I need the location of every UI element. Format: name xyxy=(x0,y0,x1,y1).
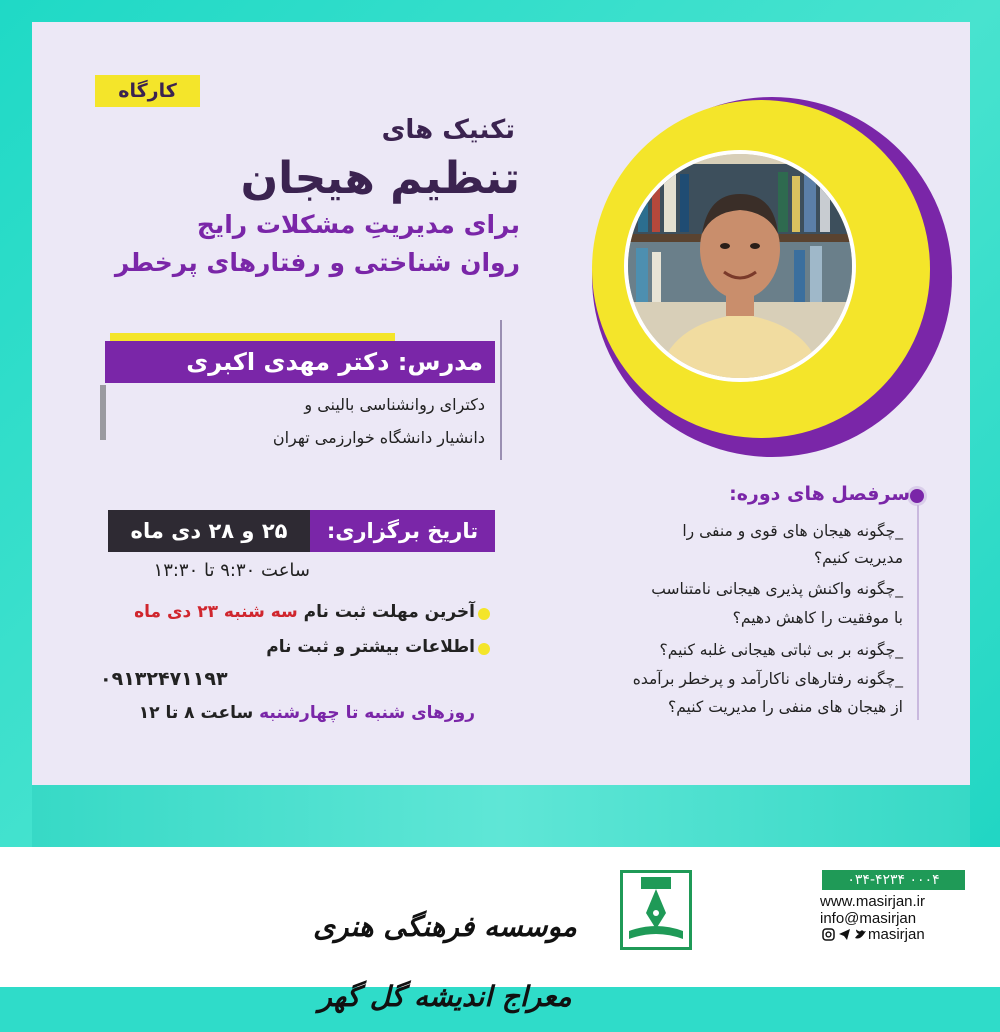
footer-email[interactable]: info@masirjan xyxy=(820,910,917,927)
course-item: _چگونه رفتارهای ناکارآمد و پرخطر برآمده xyxy=(632,670,903,688)
days-range: روزهای شنبه تا چهارشنبه xyxy=(259,703,475,723)
outline-line xyxy=(917,505,919,720)
title-line-1: تکنیک های xyxy=(381,115,515,145)
registration-deadline xyxy=(134,602,475,622)
organization-logo-icon xyxy=(620,870,692,950)
subtitle-line-1: برای مدیریتِ مشکلات رایج xyxy=(196,210,520,239)
pen-book-icon xyxy=(623,873,689,947)
course-item: مدیریت کنیم؟ xyxy=(813,549,903,567)
hours: ساعت ۹:۳۰ تا ۱۳:۳۰ xyxy=(153,560,310,581)
quote-bar xyxy=(100,385,106,440)
telegram-icon[interactable] xyxy=(838,928,851,941)
contact-phone[interactable]: ۰۹۱۳۲۴۷۱۱۹۳ xyxy=(100,668,228,690)
teacher-desc-1: دکترای روانشناسی بالینی و xyxy=(304,395,485,414)
accent-bar xyxy=(110,333,395,341)
course-item: _چگونه بر بی ثباتی هیجانی غلبه کنیم؟ xyxy=(659,641,903,659)
outline-bullet-icon xyxy=(910,489,924,503)
twitter-icon[interactable] xyxy=(854,928,867,941)
course-item: _چگونه هیجان های قوی و منفی را xyxy=(682,522,903,540)
days-hours: ساعت ۸ تا ۱۲ xyxy=(138,703,254,723)
bullet-icon xyxy=(478,643,490,655)
footer-social-handle[interactable]: masirjan xyxy=(868,926,925,943)
teacher-name: مدرس: دکتر مهدی اکبری xyxy=(105,341,495,383)
course-item: با موفقیت را کاهش دهیم؟ xyxy=(732,609,903,627)
teacher-portrait xyxy=(624,150,856,382)
deadline-prefix: آخرین مهلت ثبت نام xyxy=(303,602,475,622)
divider-line xyxy=(500,320,502,460)
subtitle-line-2: روان شناختی و رفتارهای پرخطر xyxy=(114,248,520,277)
date-label: تاریخ برگزاری: xyxy=(310,510,495,552)
workshop-tag: کارگاه xyxy=(95,75,200,107)
course-outline-title: سرفصل های دوره: xyxy=(729,483,910,505)
portrait-illustration xyxy=(628,154,852,378)
deadline-date: سه شنبه ۲۳ دی ماه xyxy=(134,602,298,622)
footer-website[interactable]: www.masirjan.ir xyxy=(820,893,926,910)
course-item: _چگونه واکنش پذیری هیجانی نامتناسب xyxy=(651,580,903,598)
title-line-2: تنظیم هیجان xyxy=(240,153,520,204)
date-value: ۲۵ و ۲۸ دی ماه xyxy=(130,519,288,543)
bullet-icon xyxy=(478,608,490,620)
teacher-desc-2: دانشیار دانشگاه خوارزمی تهران xyxy=(272,428,485,447)
organization-name: موسسه فرهنگی هنری معراج اندیشه گل گهر xyxy=(313,910,577,1013)
course-item: از هیجان های منفی را مدیریت کنیم؟ xyxy=(668,698,903,716)
more-info: اطلاعات بیشتر و ثبت نام xyxy=(266,637,475,657)
footer-phone[interactable]: ۰۳۴-۴۲۳۴ ۰۰۰۴ xyxy=(822,870,965,890)
decor-strip xyxy=(32,785,970,847)
date-box xyxy=(108,510,495,552)
instagram-icon[interactable] xyxy=(822,928,835,941)
contact-days xyxy=(139,703,475,723)
